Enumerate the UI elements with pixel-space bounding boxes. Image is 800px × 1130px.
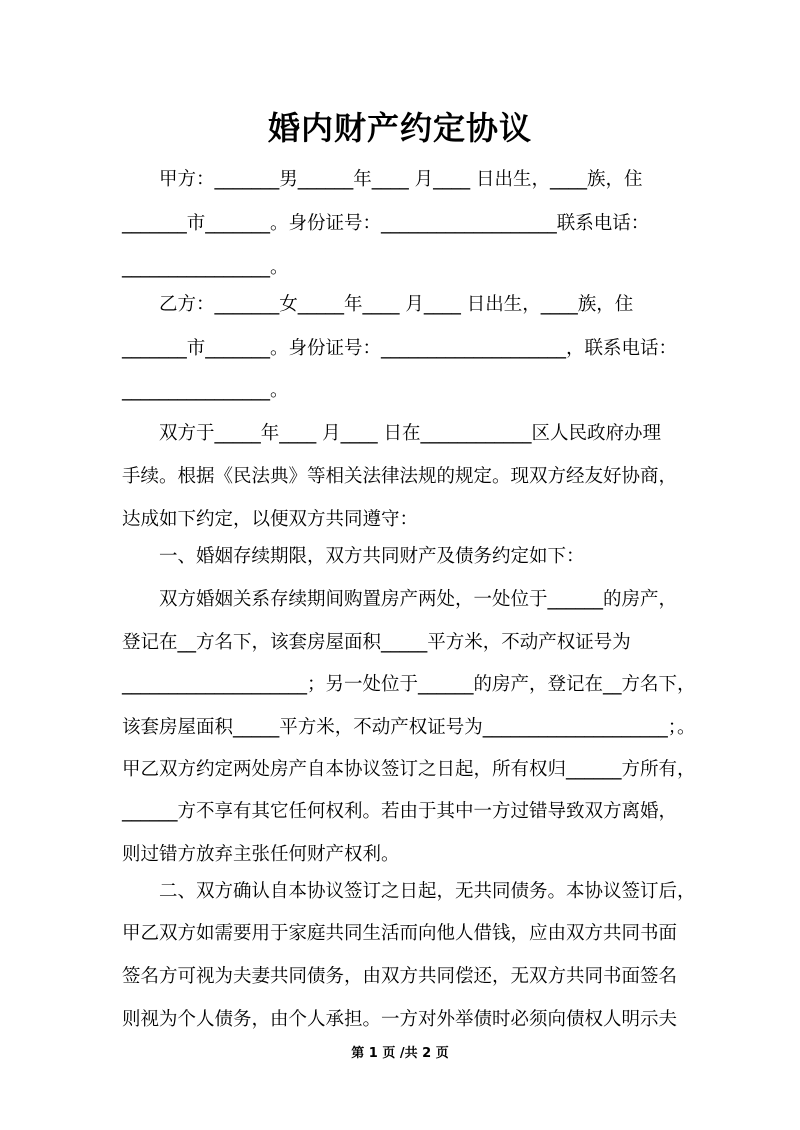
body-line: ________________。 <box>122 257 289 278</box>
body-line: 手续。根据《民法典》等相关法律法规的规定。现双方经友好协商， <box>122 466 678 487</box>
body-line: 达成如下约定，以便双方共同遵守： <box>122 509 419 530</box>
body-line: 双方婚姻关系存续期间购置房产两处，一处位于______的房产， <box>122 589 678 610</box>
body-line: 乙方：_______女_____年____ 月____ 日出生，____族，住 <box>122 294 634 315</box>
page-footer: 第 1 页 /共 2 页 <box>351 1046 449 1061</box>
body-line: 甲方：_______男______年____ 月____ 日出生，____族，住 <box>122 169 643 190</box>
body-line: _______市_______。身份证号：___________________联系电话： <box>122 213 650 234</box>
body-line: ____________________；另一处位于______的房产，登记在__方名下， <box>122 674 696 695</box>
body-line: 登记在__方名下，该套房屋面积_____平方米，不动产权证号为 <box>122 632 631 653</box>
body-line: 签名方可视为夫妻共同债务，由双方共同偿还，无双方共同书面签名 <box>122 966 678 987</box>
body-line: ______方不享有其它任何权利。若由于其中一方过错导致双方离婚， <box>122 801 678 822</box>
body-line: _______市_______。身份证号：____________________，联系电话： <box>122 338 678 359</box>
document-title: 婚内财产约定协议 <box>267 109 532 147</box>
body-line: 一、婚姻存续期限，双方共同财产及债务约定如下： <box>122 546 585 567</box>
body-line: 甲乙双方如需要用于家庭共同生活而向他人借钱，应由双方共同书面 <box>122 923 678 944</box>
body-line: 则视为个人债务，由个人承担。一方对外举债时必须向债权人明示夫 <box>122 1009 678 1030</box>
body-line: 则过错方放弃主张任何财产权利。 <box>122 844 400 865</box>
body-line: 甲乙双方约定两处房产自本协议签订之日起，所有权归______方所有， <box>122 759 696 780</box>
body-line: 双方于_____年____ 月____ 日在____________区人民政府办理 <box>122 423 662 444</box>
body-line: ________________。 <box>122 380 289 401</box>
body-line: 该套房屋面积_____平方米，不动产权证号为____________________；。 <box>122 717 696 738</box>
body-line: 二、双方确认自本协议签订之日起，无共同债务。本协议签订后， <box>122 881 696 902</box>
